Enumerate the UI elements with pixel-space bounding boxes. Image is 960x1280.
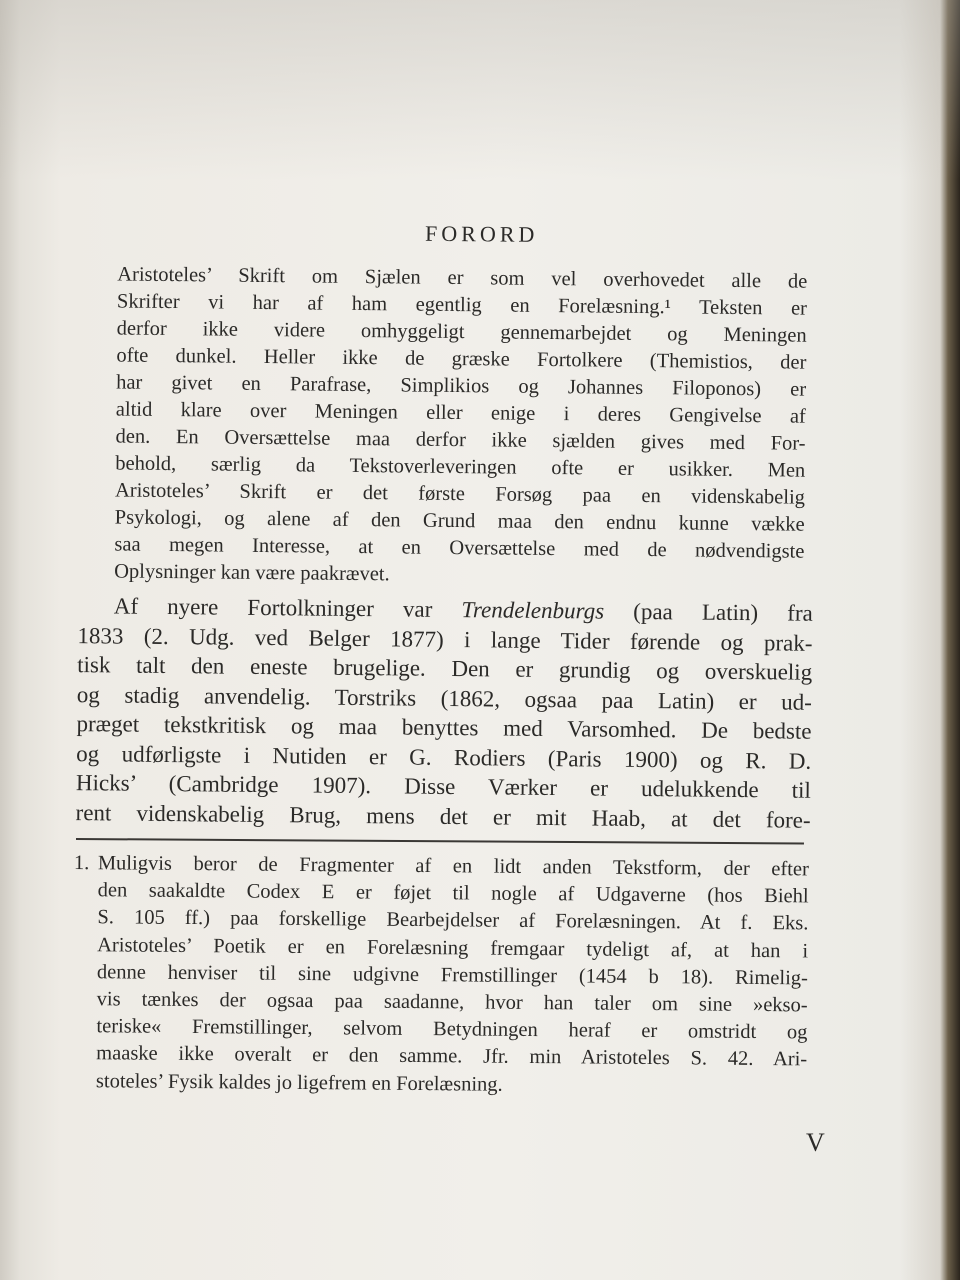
paragraph-line: tisk talt den eneste brugelige. Den er grundig og overskuelig [77, 652, 813, 685]
paragraph-line: Skrifter vi har af ham egentlig en Forelæsning.¹ Teksten er [116, 290, 808, 320]
paragraph-line: 1833 (2. Udg. ved Belger 1877) i lange Tider førende og prak- [77, 622, 813, 656]
footnote-line: den saakaldte Codex E er føjet til nogle af Udgaverne (hos Biehl [97, 879, 809, 908]
main-text-block [65, 205, 831, 835]
text-run: (paa Latin) fra [604, 598, 813, 626]
footnote-line: denne henviser til sine udgivne Fremstillinger (1454 b 18). Rimelig- [96, 961, 809, 990]
paragraph-line: Oplysninger kan være paakrævet. [114, 560, 390, 586]
paragraph-line: altid klare over Meningen eller enige i deres Gengivelse af [115, 398, 806, 428]
footnote-line: maaske ikke overalt er den samme. Jfr. min Aristoteles S. 42. Ari- [96, 1042, 808, 1071]
footnotes [72, 850, 809, 1101]
paragraph-line: saa megen Interesse, at en Oversættelse med de nødvendigste [114, 533, 805, 563]
footnote-line: Muligvis beror de Fragmenter af en lidt anden Tekstform, der efter [97, 852, 809, 881]
paragraph-line: ofte dunkel. Heller ikke de græske Fortolkere (Themistios, der [116, 344, 807, 374]
paragraph-line: Psykologi, og alene af den Grund maa den endnu kunne vække [114, 506, 805, 536]
paragraph-line: og stadig anvendelig. Torstriks (1862, ogsaa paa Latin) er ud- [76, 681, 812, 715]
paragraph-line: den. En Oversættelse maa derfor ikke sjælden gives med For- [115, 425, 806, 455]
text-run: Af nyere Fortolkninger var [113, 593, 462, 623]
page-heading: FORORD [424, 220, 539, 247]
footnote-line: S. 105 ff.) paa forskellige Bearbejdelser af Forelæsningen. At f. Eks. [97, 906, 809, 935]
footnote-divider [76, 838, 804, 844]
footnote-line: stoteles’ Fysik kaldes jo ligefrem en Forelæsning. [95, 1069, 503, 1096]
paragraph-2 [65, 591, 812, 835]
footnote-number: 1. [73, 851, 90, 875]
paragraph-line: derfor ikke videre omhyggeligt gennemarbejdet og Meningen [116, 317, 807, 347]
paragraph-line: og udførligste i Nutiden er G. Rodiers (Paris 1900) og R. D. [76, 740, 812, 774]
paragraph-line: har givet en Parafrase, Simplikios og Johannes Filoponos) er [116, 371, 807, 401]
paragraph-line: Hicks’ (Cambridge 1907). Disse Værker er udelukkende til [75, 770, 812, 803]
footnote-line: Aristoteles’ Poetik er en Forelæsning fremgaar tydeligt af, at han i [97, 933, 809, 963]
paragraph-line: behold, særlig da Tekstoverleveringen ofte er usikker. Men [115, 452, 806, 482]
paragraph-line: rent videnskabelig Brug, mens det er mit Haab, at det fore- [75, 799, 811, 833]
paragraph-line: Aristoteles’ Skrift er det første Forsøg paa en videnskabelig [114, 479, 806, 509]
italic-name: Trendelenburgs [461, 597, 605, 624]
paragraph-line: præget tekstkritisk og maa benyttes med Varsomhed. De bedste [76, 711, 812, 744]
paragraph-line: Aristoteles’ Skrift om Sjælen er som vel overhovedet alle de [117, 263, 808, 293]
footnote-body [96, 850, 809, 1101]
footnote-line: teriske« Fremstillinger, selvom Betydningen heraf er omstridt og [96, 1015, 808, 1044]
footnote-line: vis tænkes der ogsaa paa saadanne, hvor han taler om sine »ekso- [96, 988, 808, 1017]
paragraph-1 [68, 261, 807, 593]
footnote-1 [72, 850, 809, 1101]
page-number: V [806, 1128, 825, 1157]
